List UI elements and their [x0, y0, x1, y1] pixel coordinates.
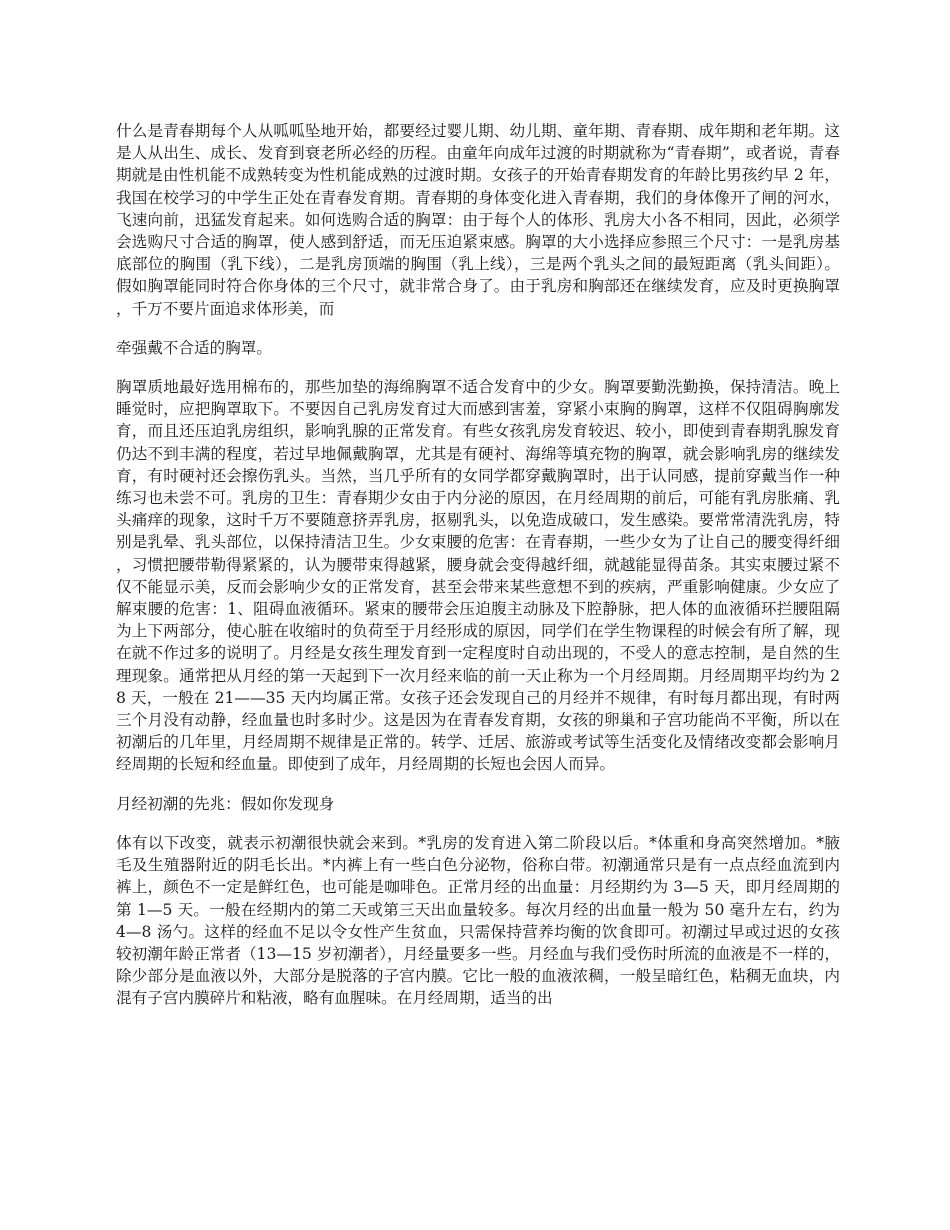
paragraph-menarche-signs-heading: 月经初潮的先兆：假如你发现身 [116, 794, 335, 813]
paragraph-bra-fit-continued: 牵强戴不合适的胸罩。 [116, 338, 272, 357]
document-body [116, 120, 840, 1027]
paragraph-puberty-and-bra: 什么是青春期每个人从呱呱坠地开始，都要经过婴儿期、幼儿期、童年期、青春期、成年期和老年期。这是人从出生、成长、发育到衰老所必经的历程。由童年向成年过渡的时期就称为“青春期”，或者说，青春期就是由性机能不成熟转变为性机能成熟的过渡时期。女孩子的开始青春期发育的年龄比男孩约早 2 年，我国在校学习的中学生正处在青春发育期。青春期的身体变化进入青春期，我们的身体像开了闸的河水，飞速向前，迅猛发育起来。如何选购合适的胸罩：由于每个人的体形、乳房大小各不相同，因此，必须学会选购尺寸合适的胸罩，使人感到舒适，而无压迫紧束感。胸罩的大小选择应参照三个尺寸：一是乳房基底部位的胸围（乳下线），二是乳房顶端的胸围（乳上线），三是两个乳头之间的最短距离（乳头间距）。假如胸罩能同时符合你身体的三个尺寸，就非常合身了。由于乳房和胸部还在继续发育，应及时更换胸罩，千万不要片面追求体形美，而 [116, 122, 840, 318]
paragraph-menarche-signs: 体有以下改变，就表示初潮很快就会来到。*乳房的发育进入第二阶段以后。*体重和身高突然增加。*腋毛及生殖器附近的阴毛长出。*内裤上有一些白色分泌物，俗称白带。初潮通常只是有一点点经血流到内裤上，颜色不一定是鲜红色，也可能是咖啡色。正常月经的出血量：月经期约为 3—5 天，即月经周期的第 1—5 天。一般在经期内的第二天或第三天出血量较多。每次月经的出血量一般为 50 毫升左右，约为 4—8 汤勺。这样的经血不足以令女性产生贫血，只需保持营养均衡的饮食即可。初潮过早或过迟的女孩较初潮年龄正常者（13—15 岁初潮者），月经量要多一些。月经血与我们受伤时所流的血液是不一样的，除少部分是血液以外，大部分是脱落的子宫内膜。它比一般的血液浓稠，一般呈暗红色，粘稠无血块，内混有子宫内膜碎片和粘液，略有血腥味。在月经周期，适当的出 [116, 833, 840, 1008]
paragraph-bra-hygiene-and-menstruation: 胸罩质地最好选用棉布的，那些加垫的海绵胸罩不适合发育中的少女。胸罩要勤洗勤换，保持清洁。晚上睡觉时，应把胸罩取下。不要因自己乳房发育过大而感到害羞，穿紧小束胸的胸罩，这样不仅阻碍胸廓发育，而且还压迫乳房组织，影响乳腺的正常发育。有些女孩乳房发育较迟、较小，即使到青春期乳腺发育仍达不到丰满的程度，若过早地佩戴胸罩，尤其是有硬衬、海绵等填充物的胸罩，就会影响乳房的继续发育，有时硬衬还会擦伤乳头。当然，当几乎所有的女同学都穿戴胸罩时，出于认同感，提前穿戴当作一种练习也未尝不可。乳房的卫生：青春期少女由于内分泌的原因，在月经周期的前后，可能有乳房胀痛、乳头痛痒的现象，这时千万不要随意挤弄乳房，抠剔乳头，以免造成破口，发生感染。要常常清洗乳房，特别是乳晕、乳头部位，以保持清洁卫生。少女束腰的危害：在青春期，一些少女为了让自己的腰变得纤细，习惯把腰带勒得紧紧的，认为腰带束得越紧，腰身就会变得越纤细，就越能显得苗条。其实束腰过紧不仅不能显示美，反而会影响少女的正常发育，甚至会带来某些意想不到的疾病，严重影响健康。少女应了解束腰的危害：1、阻碍血液循环。紧束的腰带会压迫腹主动脉及下腔静脉，把人体的血液循环拦腰阻隔为上下两部分，使心脏在收缩时的负荷至于月经形成的原因，同学们在学生物课程的时候会有所了解，现在就不作过多的说明了。月经是女孩生理发育到一定程度时自动出现的，不受人的意志控制，是自然的生理现象。通常把从月经的第一天起到下一次月经来临的前一天止称为一个月经周期。月经周期平均约为 28 天，一般在 21——35 天内均属正常。女孩子还会发现自己的月经并不规律，有时每月都出现，有时两三个月没有动静，经血量也时多时少。这是因为在青春发育期，女孩的卵巢和子宫功能尚不平衡，所以在初潮后的几年里，月经周期不规律是正常的。转学、迁居、旅游或考试等生活变化及情绪改变都会影响月经周期的长短和经血量。即使到了成年，月经周期的长短也会因人而异。 [116, 378, 840, 774]
